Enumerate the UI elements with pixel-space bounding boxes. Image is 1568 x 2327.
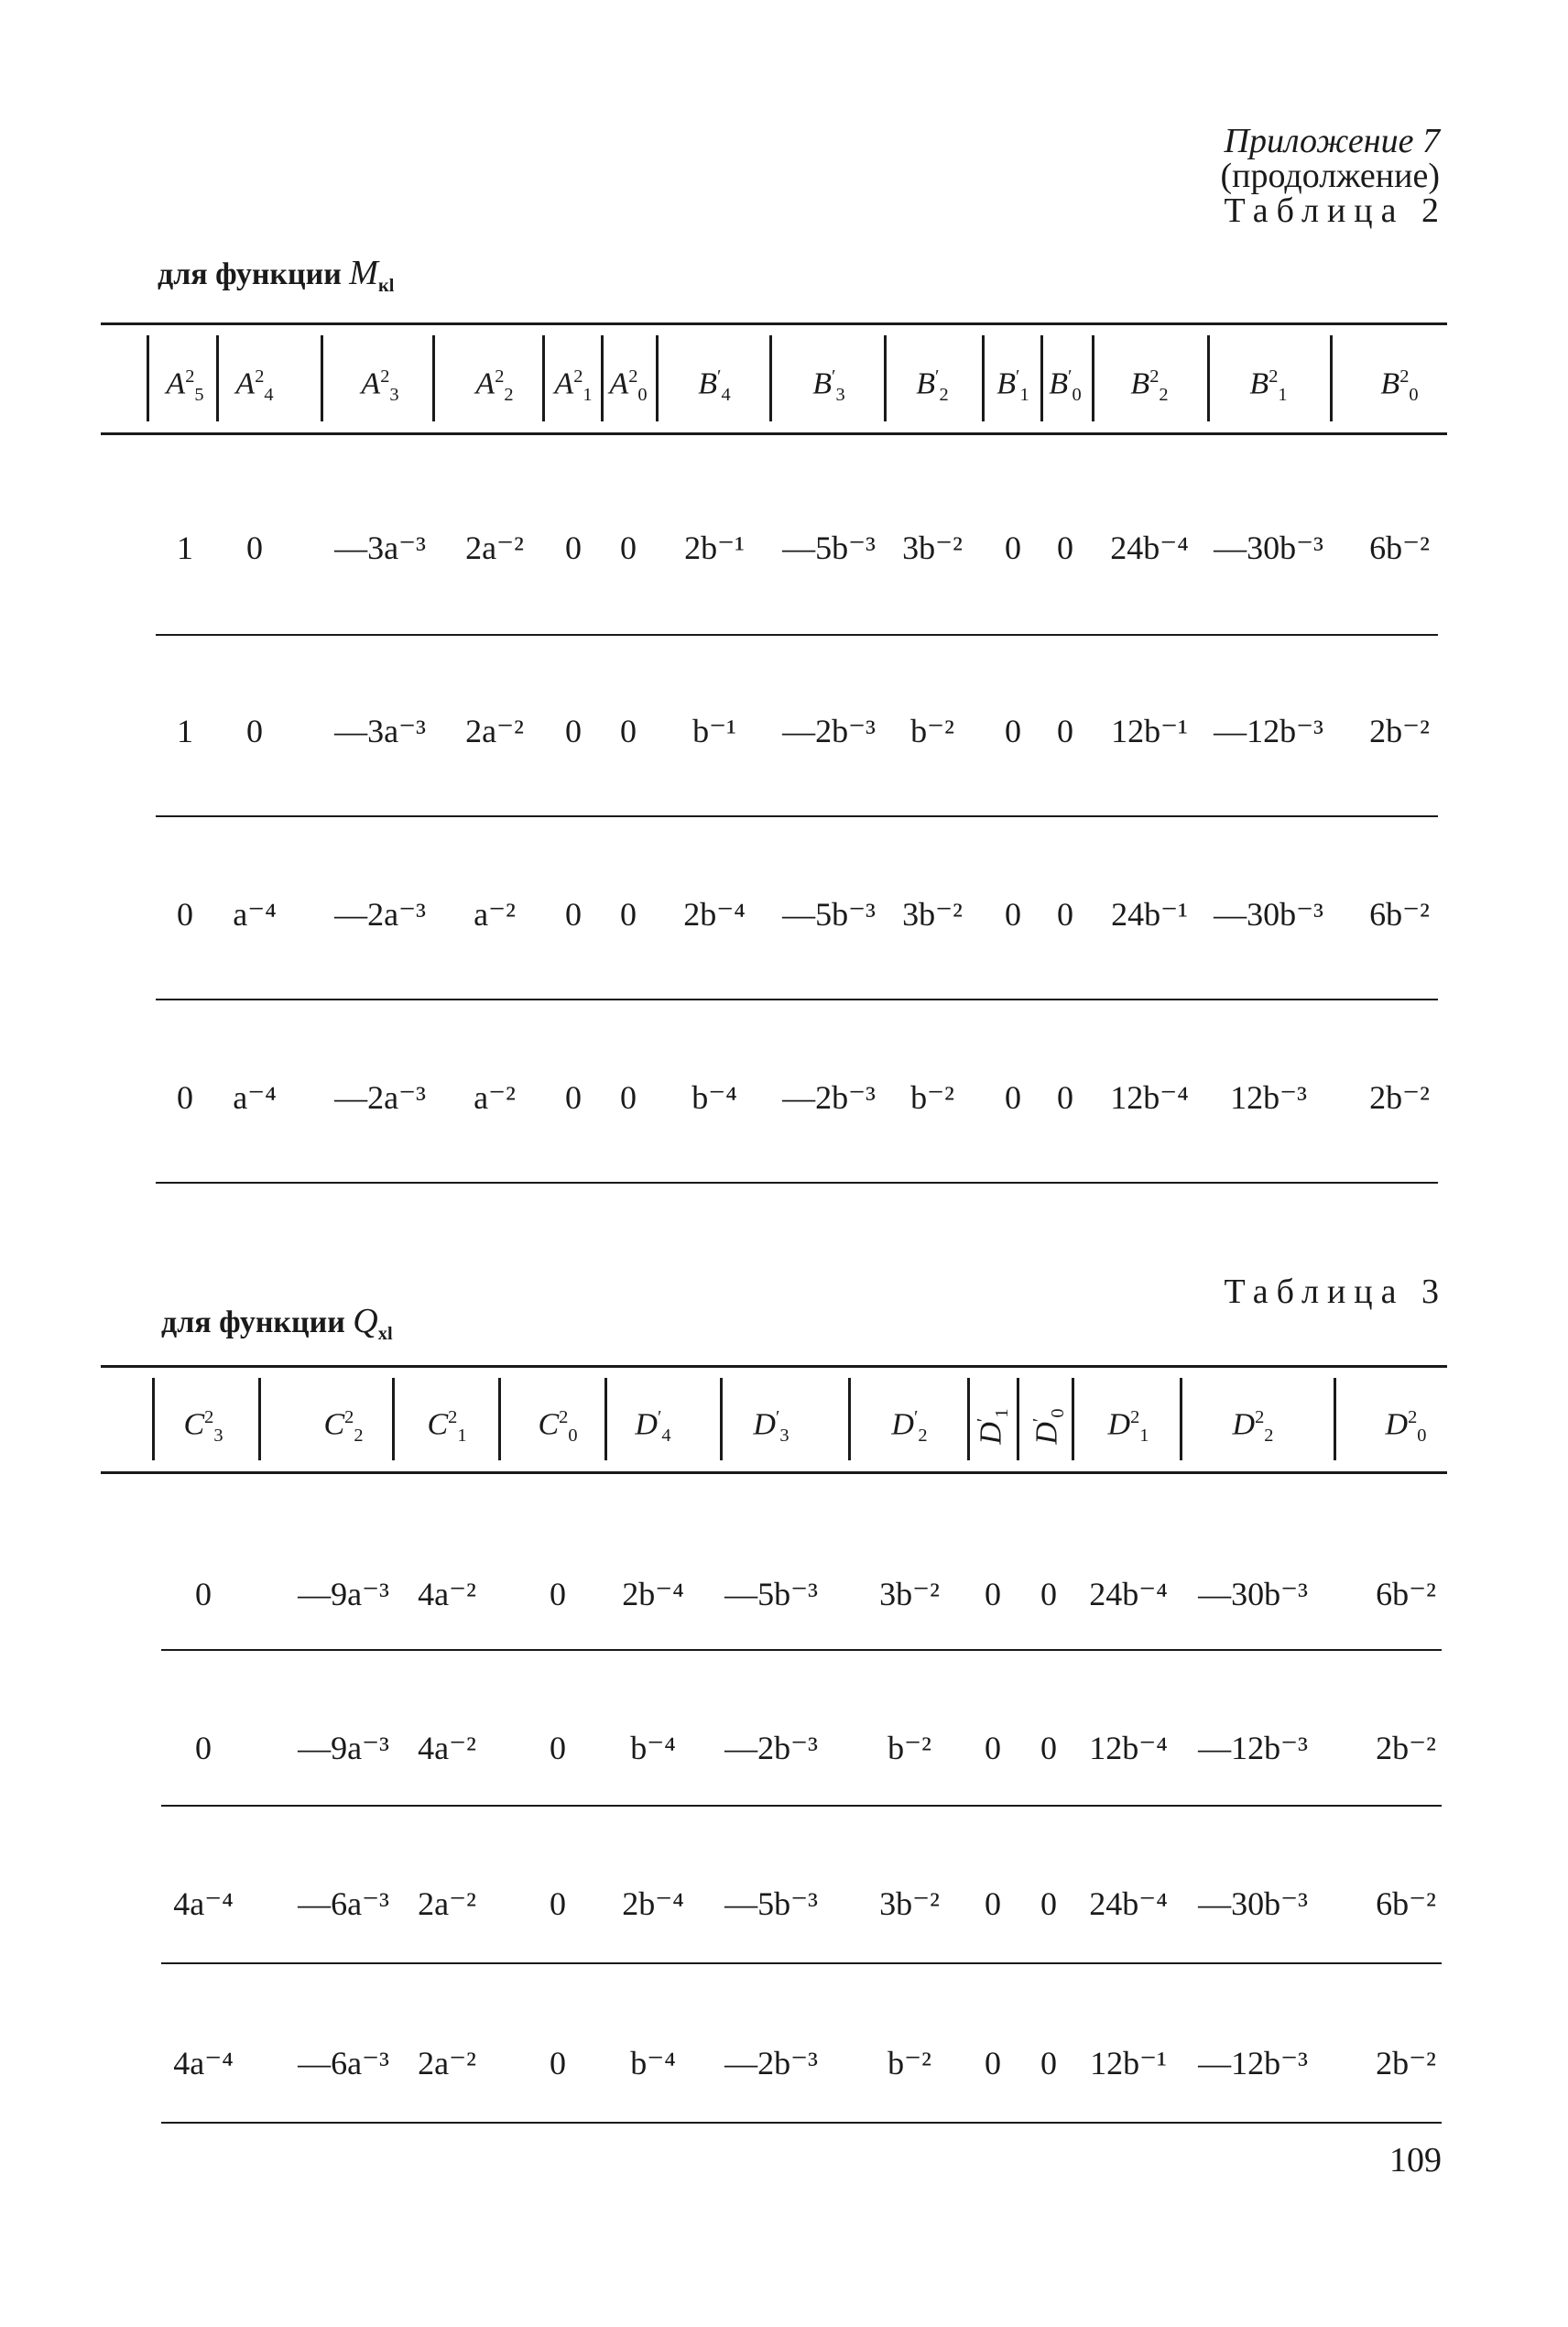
table2-header-sub: 2	[504, 385, 514, 406]
table3-header-base: D	[891, 1407, 914, 1442]
table3-header-separator	[848, 1378, 851, 1460]
table3-cell: 2a⁻²	[418, 2045, 476, 2081]
table3-cell: 4a⁻²	[418, 1576, 476, 1612]
table3-header-separator	[1180, 1378, 1182, 1460]
table2-header-cell	[698, 358, 730, 413]
table3-header-base: D	[1232, 1407, 1256, 1442]
table3-row-rule	[161, 2122, 1442, 2124]
table2-header-sup: 2	[255, 366, 265, 387]
table3-header-sup: 2	[448, 1407, 458, 1427]
table2-header-separator	[216, 335, 219, 421]
table3-header-sub: 1	[992, 1408, 1013, 1418]
table3-cell: 0	[550, 2045, 566, 2081]
table2-header-sup: 2	[495, 366, 505, 387]
table2-header-base: B	[1130, 366, 1150, 401]
table3-cell: 0	[550, 1730, 566, 1766]
table3-cell: 0	[1040, 1730, 1057, 1766]
table2-cell: 0	[620, 1079, 637, 1116]
table2-cell: b⁻²	[910, 1079, 954, 1116]
table3-cell: 12b⁻¹	[1090, 2045, 1167, 2081]
table2-header-sub: 1	[583, 385, 593, 406]
table2-header-cell	[1249, 358, 1287, 413]
table3-cell: 0	[195, 1576, 212, 1612]
table3-cell: 2b⁻⁴	[622, 1576, 684, 1612]
table3-cell: —12b⁻³	[1198, 1730, 1308, 1766]
table3-cell: 4a⁻⁴	[173, 2045, 234, 2081]
table2-cell: 0	[177, 896, 193, 933]
table3-cell: 0	[1040, 1885, 1057, 1922]
table3-header-cell	[891, 1399, 927, 1454]
table2-cell: —2b⁻³	[782, 713, 876, 749]
table3-header-sub: 0	[568, 1426, 578, 1447]
table2-header-separator	[656, 335, 659, 421]
table2-header-base: B	[698, 366, 718, 401]
table2-header-separator	[1040, 335, 1043, 421]
table3-header-sub: 2	[918, 1426, 928, 1447]
table3-header-separator	[1334, 1378, 1336, 1460]
table2-header-cell	[235, 358, 273, 413]
table2-header-base: A	[475, 366, 495, 401]
table3-header-sub: 1	[1139, 1426, 1149, 1447]
table3-cell: 6b⁻²	[1376, 1576, 1436, 1612]
table3-cell: b⁻²	[887, 1730, 931, 1766]
table2-header-sup: 2	[380, 366, 390, 387]
table2-cell: a⁻²	[474, 1079, 516, 1116]
table2-cell: —30b⁻³	[1214, 530, 1323, 566]
table2-cell: 0	[1057, 1079, 1073, 1116]
table3-cell: 0	[985, 1576, 1001, 1612]
table2-title: Таблица 2	[1224, 191, 1447, 230]
table2-cell: 1	[177, 530, 193, 566]
table2-cell: 0	[246, 713, 263, 749]
table2-header-cell	[166, 358, 203, 413]
table3-top-rule	[101, 1365, 1447, 1368]
table3-cell: —6a⁻³	[298, 2045, 389, 2081]
table2-header-sup: ′	[717, 366, 722, 387]
table2-cell: 2b⁻²	[1369, 713, 1430, 749]
table3-header-base: C	[323, 1407, 345, 1442]
table2-header-base: A	[235, 366, 256, 401]
table2-header-sub: 5	[194, 385, 204, 406]
table2-row-rule	[156, 634, 1438, 636]
table3-header-sup: ′	[775, 1407, 780, 1427]
table2-header-sub: 3	[835, 385, 845, 406]
table2-header-base: A	[166, 366, 186, 401]
table3-header-sub: 1	[457, 1426, 467, 1447]
table2-cell: 6b⁻²	[1369, 530, 1430, 566]
table2-header-sup: 2	[628, 366, 638, 387]
table2-cell: 0	[246, 530, 263, 566]
table3-header-base: D	[1029, 1422, 1064, 1445]
table3-header-base: C	[427, 1407, 449, 1442]
table3-header-base: C	[538, 1407, 560, 1442]
table2-header-sub: 3	[389, 385, 399, 406]
table2-cell: 0	[565, 530, 582, 566]
table2-header-separator	[982, 335, 985, 421]
table3-header-base: D	[974, 1422, 1008, 1445]
table3-caption	[161, 1301, 393, 1345]
table3-header-sup: 2	[559, 1407, 569, 1427]
table3-header-sup: 2	[1255, 1407, 1265, 1427]
table3-cell: 12b⁻⁴	[1089, 1730, 1168, 1766]
table2-cell: —2a⁻³	[334, 896, 426, 933]
table2-caption	[158, 253, 394, 297]
table2-cell: 2b⁻⁴	[683, 896, 746, 933]
table2-cell: b⁻²	[910, 713, 954, 749]
table3-cell: b⁻⁴	[630, 2045, 676, 2081]
table2-header-base: B	[916, 366, 936, 401]
table2-header-sub: 2	[1159, 385, 1169, 406]
table3-header-sup: ′	[1029, 1417, 1050, 1423]
table2-header-separator	[1330, 335, 1333, 421]
table3-header-cell	[183, 1399, 223, 1454]
table3-cell: 0	[550, 1576, 566, 1612]
table3-header-sub: 0	[1417, 1426, 1427, 1447]
table3-row-rule	[161, 1649, 1442, 1651]
table3-header-cell	[323, 1399, 363, 1454]
table2-cell: a⁻⁴	[233, 1079, 277, 1116]
table3-header-cell	[538, 1399, 577, 1454]
table2-header-sub: 0	[1409, 385, 1419, 406]
table3-cell: —9a⁻³	[298, 1576, 389, 1612]
table2-header-sup: ′	[1068, 366, 1073, 387]
table3-header-sub: 3	[779, 1426, 789, 1447]
table2-row-rule	[156, 815, 1438, 817]
table2-caption-text: для функции	[158, 257, 342, 291]
table3-header-base: D	[1385, 1407, 1409, 1442]
table2-header-cell	[1049, 358, 1081, 413]
table3-header-sub: 2	[354, 1426, 364, 1447]
table3-header-cell	[1021, 1408, 1076, 1444]
table2-cell: 24b⁻¹	[1111, 896, 1188, 933]
table2-cell: 0	[565, 896, 582, 933]
table2-row-rule	[156, 1182, 1438, 1184]
table2-header-base: B	[996, 366, 1017, 401]
table3-cell: b⁻⁴	[630, 1730, 676, 1766]
table2-cell: —3a⁻³	[334, 530, 426, 566]
table3-cell: 0	[1040, 2045, 1057, 2081]
table2-cell: 0	[565, 1079, 582, 1116]
table3-header-cell	[1386, 1399, 1427, 1454]
table2-header-cell	[475, 358, 513, 413]
table3-header-sup: ′	[657, 1407, 662, 1427]
table2-cell: 0	[1005, 530, 1021, 566]
table3-header-cell	[427, 1399, 466, 1454]
table3-row-rule	[161, 1805, 1442, 1807]
appendix-label: Приложение 7	[1224, 122, 1440, 160]
table3-header-sup: ′	[913, 1407, 919, 1427]
table2-cell: 12b⁻¹	[1111, 713, 1188, 749]
table3-header-base: D	[1107, 1407, 1131, 1442]
table2-header-sup: 2	[185, 366, 195, 387]
table2-header-cell	[812, 358, 844, 413]
table2-cell: 0	[565, 713, 582, 749]
table2-header-rule	[101, 432, 1447, 435]
table3-cell: —5b⁻³	[724, 1885, 818, 1922]
table2-header-sub: 1	[1278, 385, 1288, 406]
table3-caption-sub: хl	[377, 1323, 393, 1344]
table3-cell: —9a⁻³	[298, 1730, 389, 1766]
table2-cell: 0	[1005, 713, 1021, 749]
table2-header-separator	[1092, 335, 1094, 421]
table3-header-cell	[635, 1399, 670, 1454]
table2-header-sup: ′	[935, 366, 940, 387]
table2-header-sup: 2	[1269, 366, 1279, 387]
table2-cell: a⁻²	[474, 896, 516, 933]
table2-header-base: B	[1380, 366, 1400, 401]
table2-cell: 0	[1057, 896, 1073, 933]
table2-header-separator	[769, 335, 772, 421]
page-number: 109	[1389, 2141, 1442, 2180]
table2-header-separator	[147, 335, 149, 421]
table2-header-cell	[916, 358, 948, 413]
table3-cell: 0	[985, 1730, 1001, 1766]
table2-caption-symbol: M	[349, 254, 378, 292]
table3-header-separator	[720, 1378, 723, 1460]
table2-cell: —3a⁻³	[334, 713, 426, 749]
table2-header-sub: 0	[637, 385, 648, 406]
table3-header-cell	[753, 1399, 789, 1454]
table2-cell: 12b⁻³	[1230, 1079, 1307, 1116]
table2-header-sup: 2	[1149, 366, 1160, 387]
table3-header-sup: 2	[1408, 1407, 1418, 1427]
table3-header-rule	[101, 1471, 1447, 1474]
table2-cell: 3b⁻²	[902, 530, 963, 566]
table2-cell: 6b⁻²	[1369, 896, 1430, 933]
table3-header-cell	[1233, 1399, 1274, 1454]
table2-header-cell	[554, 358, 592, 413]
table3-cell: —30b⁻³	[1198, 1576, 1308, 1612]
table2-cell: 2b⁻¹	[684, 530, 745, 566]
table2-cell: 24b⁻⁴	[1110, 530, 1189, 566]
table2-header-base: B	[812, 366, 833, 401]
table3-header-sup: 2	[344, 1407, 354, 1427]
table3-cell: 6b⁻²	[1376, 1885, 1436, 1922]
table2-header-sup: 2	[573, 366, 583, 387]
table2-header-cell	[609, 358, 647, 413]
table2-caption-sub: кl	[377, 275, 395, 296]
table2-cell: —2b⁻³	[782, 1079, 876, 1116]
table3-header-separator	[392, 1378, 395, 1460]
table2-cell: 2a⁻²	[465, 713, 524, 749]
table3-cell: 2b⁻²	[1376, 2045, 1436, 2081]
table3-cell: 0	[985, 2045, 1001, 2081]
table2-header-separator	[1207, 335, 1210, 421]
table2-header-sub: 4	[721, 385, 731, 406]
table2-cell: b⁻¹	[692, 713, 736, 749]
table3-cell: 4a⁻²	[418, 1730, 476, 1766]
table3-cell: 2b⁻⁴	[622, 1885, 684, 1922]
table2-header-base: B	[1049, 366, 1069, 401]
table2-cell: 12b⁻⁴	[1110, 1079, 1189, 1116]
table2-cell: 0	[1005, 896, 1021, 933]
table3-header-separator	[152, 1378, 155, 1460]
table3-header-sub: 0	[1048, 1408, 1069, 1418]
table2-cell: 0	[177, 1079, 193, 1116]
table2-header-sub: 0	[1072, 385, 1082, 406]
table3-header-base: C	[183, 1407, 205, 1442]
table2-top-rule	[101, 322, 1447, 325]
table3-header-separator	[604, 1378, 607, 1460]
table3-cell: —30b⁻³	[1198, 1885, 1308, 1922]
table3-header-sub: 4	[661, 1426, 671, 1447]
table2-header-base: B	[1249, 366, 1269, 401]
table3-header-sup: 2	[1130, 1407, 1140, 1427]
table2-cell: —5b⁻³	[782, 896, 876, 933]
table2-cell: —12b⁻³	[1214, 713, 1323, 749]
table3-cell: 0	[550, 1885, 566, 1922]
table3-header-sub: 3	[213, 1426, 223, 1447]
table2-header-cell	[1380, 358, 1418, 413]
continued-label: (продолжение)	[1220, 157, 1440, 195]
table3-cell: 3b⁻²	[879, 1576, 940, 1612]
table2-header-sup: ′	[832, 366, 836, 387]
table2-cell: 0	[1005, 1079, 1021, 1116]
table2-header-sup: ′	[1016, 366, 1020, 387]
table2-cell: 0	[620, 896, 637, 933]
table2-header-sup: 2	[1399, 366, 1410, 387]
table2-header-sub: 4	[264, 385, 274, 406]
table2-header-base: A	[554, 366, 574, 401]
table2-cell: 0	[1057, 530, 1073, 566]
table2-header-separator	[601, 335, 604, 421]
table3-cell: —6a⁻³	[298, 1885, 389, 1922]
table3-cell: b⁻²	[887, 2045, 931, 2081]
table2-header-separator	[884, 335, 887, 421]
table2-header-sub: 1	[1019, 385, 1029, 406]
table2-header-separator	[542, 335, 545, 421]
table3-cell: 2a⁻²	[418, 1885, 476, 1922]
table3-cell: 0	[985, 1885, 1001, 1922]
table2-header-separator	[321, 335, 323, 421]
table3-cell: 0	[195, 1730, 212, 1766]
table2-cell: 0	[620, 530, 637, 566]
table2-header-base: A	[609, 366, 629, 401]
table2-cell: a⁻⁴	[233, 896, 277, 933]
table2-cell: —5b⁻³	[782, 530, 876, 566]
table2-header-cell	[1130, 358, 1168, 413]
table3-header-separator	[258, 1378, 261, 1460]
table2-cell: 2b⁻²	[1369, 1079, 1430, 1116]
table3-header-sup: 2	[204, 1407, 214, 1427]
table2-cell: 3b⁻²	[902, 896, 963, 933]
table2-cell: —2a⁻³	[334, 1079, 426, 1116]
table2-cell: —30b⁻³	[1214, 896, 1323, 933]
table3-cell: 4a⁻⁴	[173, 1885, 234, 1922]
table3-caption-text: для функции	[161, 1306, 345, 1339]
table2-header-cell	[996, 358, 1029, 413]
table2-cell: 2a⁻²	[465, 530, 524, 566]
table2-cell: 0	[620, 713, 637, 749]
table2-header-separator	[432, 335, 435, 421]
table3-header-sup: ′	[973, 1417, 994, 1423]
table3-cell: 24b⁻⁴	[1089, 1885, 1168, 1922]
table2-header-base: A	[361, 366, 381, 401]
table3-header-separator	[498, 1378, 501, 1460]
table2-cell: 0	[1057, 713, 1073, 749]
table3-header-cell	[1108, 1399, 1149, 1454]
table3-header-base: D	[635, 1407, 658, 1442]
table3-cell: 3b⁻²	[879, 1885, 940, 1922]
table3-title: Таблица 3	[1224, 1273, 1447, 1311]
table2-header-sub: 2	[939, 385, 949, 406]
table3-header-base: D	[753, 1407, 776, 1442]
table2-row-rule	[156, 999, 1438, 1000]
table3-cell: —2b⁻³	[724, 1730, 818, 1766]
table3-cell: 2b⁻²	[1376, 1730, 1436, 1766]
table3-header-sub: 2	[1264, 1426, 1274, 1447]
table3-header-cell	[965, 1408, 1020, 1444]
table3-cell: —2b⁻³	[724, 2045, 818, 2081]
table3-cell: 0	[1040, 1576, 1057, 1612]
table3-row-rule	[161, 1962, 1442, 1964]
table3-cell: 24b⁻⁴	[1089, 1576, 1168, 1612]
table2-cell: b⁻⁴	[691, 1079, 737, 1116]
table2-cell: 1	[177, 713, 193, 749]
table3-cell: —5b⁻³	[724, 1576, 818, 1612]
table3-caption-symbol: Q	[353, 1302, 378, 1340]
table2-header-cell	[361, 358, 398, 413]
table3-cell: —12b⁻³	[1198, 2045, 1308, 2081]
